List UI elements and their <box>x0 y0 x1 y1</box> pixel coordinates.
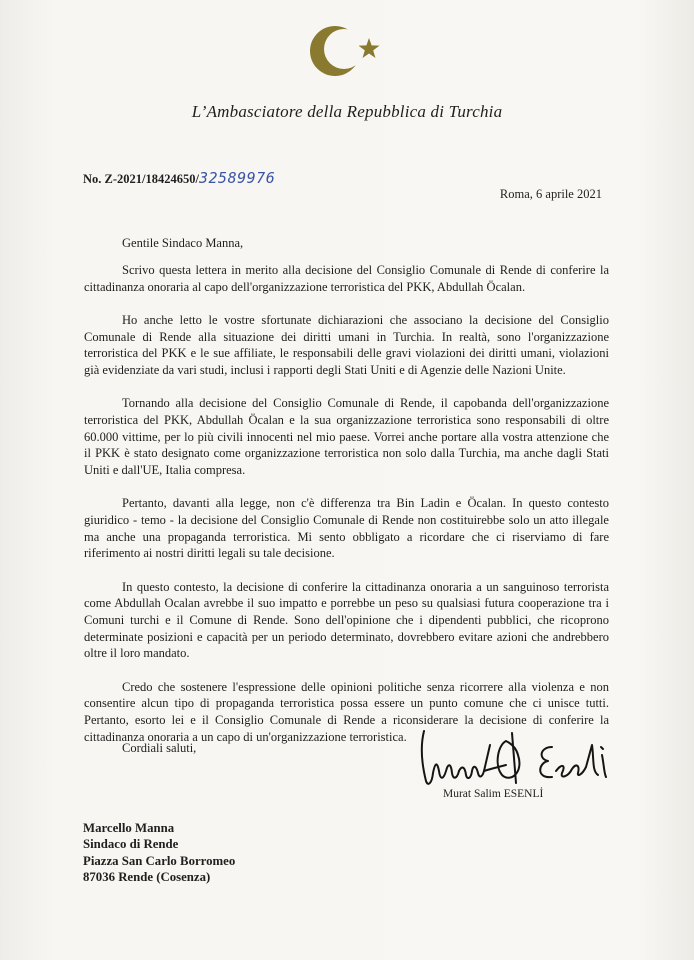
salutation: Gentile Sindaco Manna, <box>122 236 244 250</box>
recipient-street: Piazza San Carlo Borromeo <box>83 853 236 868</box>
closing: Cordiali saluti, <box>122 741 197 755</box>
reference-number <box>83 169 275 187</box>
body-paragraph: In questo contesto, la decisione di conferire la cittadinanza onoraria a un sanguinoso terrorista come Abdullah Ocalan avrebbe il suo impatto e porrebbe un peso su qualsiasi futura cooperazione tra i Comuni turchi e il Comune di Rende. Sono dell'opinione che i dipendenti pubblici, che ricoprono determinate posizioni e capacità per un periodo determinato, dovrebbero evitare azioni che andrebbero oltre il loro mandato. <box>84 579 609 661</box>
body-paragraph: Credo che sostenere l'espressione delle opinioni politiche senza ricorrere alla violenza e non consentire alcun tipo di propaganda terroristica possa essere un punto comune che ci unisce tutti. Pertanto, esorto lei e il Consiglio Comunale di Rende a riconsiderare la decisione di conferire la cittadinanza onoraria a un capo di un'organizzazione terroristica. <box>84 679 609 744</box>
body-paragraph: Ho anche letto le vostre sfortunate dichiarazioni che associano la decisione del Consiglio Comunale di Rende alla situazione dei diritti umani in Turchia. In realtà, sono l'organizzazione terroristica del PKK e le sue affiliate, le responsabili delle gravi violazioni dei diritti umani, violazioni già evidenziate da vari studi, inclusi i rapporti degli Stati Uniti e di Agenzie delle Nazioni Unite. <box>84 312 609 378</box>
ambassador-title: L’Ambasciatore della Repubblica di Turchia <box>191 102 503 121</box>
letter-body <box>84 262 609 762</box>
handwritten-signature <box>402 725 622 795</box>
body-paragraph: Tornando alla decisione del Consiglio Comunale di Rende, il capobanda dell'organizzazione terroristica del PKK, Abdullah Öcalan e la sua organizzazione terroristica sono responsabili di oltre 60.000 vittime, per lo più civili innocenti nel mio paese. Vorrei anche portare alla vostra attenzione che il PKK è stato designato come organizzazione terroristica non solo dalla Turchia, ma anche dagli Stati Uniti e dall'UE, Italia compresa. <box>84 396 609 478</box>
body-paragraph: Scrivo questa lettera in merito alla decisione del Consiglio Comunale di Rende di conferire la cittadinanza onoraria al capo dell'organizzazione terroristica del PKK, Abdullah Öcalan. <box>84 263 609 294</box>
recipient-role: Sindaco di Rende <box>83 837 179 852</box>
recipient-city: 87036 Rende (Cosenza) <box>83 869 211 884</box>
recipient-name: Marcello Manna <box>83 821 175 835</box>
body-paragraph: Pertanto, davanti alla legge, non c'è differenza tra Bin Ladin e Öcalan. In questo contesto giuridico - temo - la decisione del Consiglio Comunale di Rende non costituirebbe solo un atto illegale ma anche una propaganda terroristica. Mi sento obbligato a ricordare che ci riserviamo di fare riferimento ai nostri diritti legali su tale decisione. <box>84 496 609 561</box>
crescent-star-icon <box>308 20 388 82</box>
letter-date: Roma, 6 aprile 2021 <box>499 187 602 201</box>
signer-name: Murat Salim ESENLİ <box>443 788 544 800</box>
reference-printed: No. Z-2021/18424650/ <box>83 172 199 186</box>
reference-handwritten: 32589976 <box>198 169 276 187</box>
recipient-address <box>83 820 235 885</box>
